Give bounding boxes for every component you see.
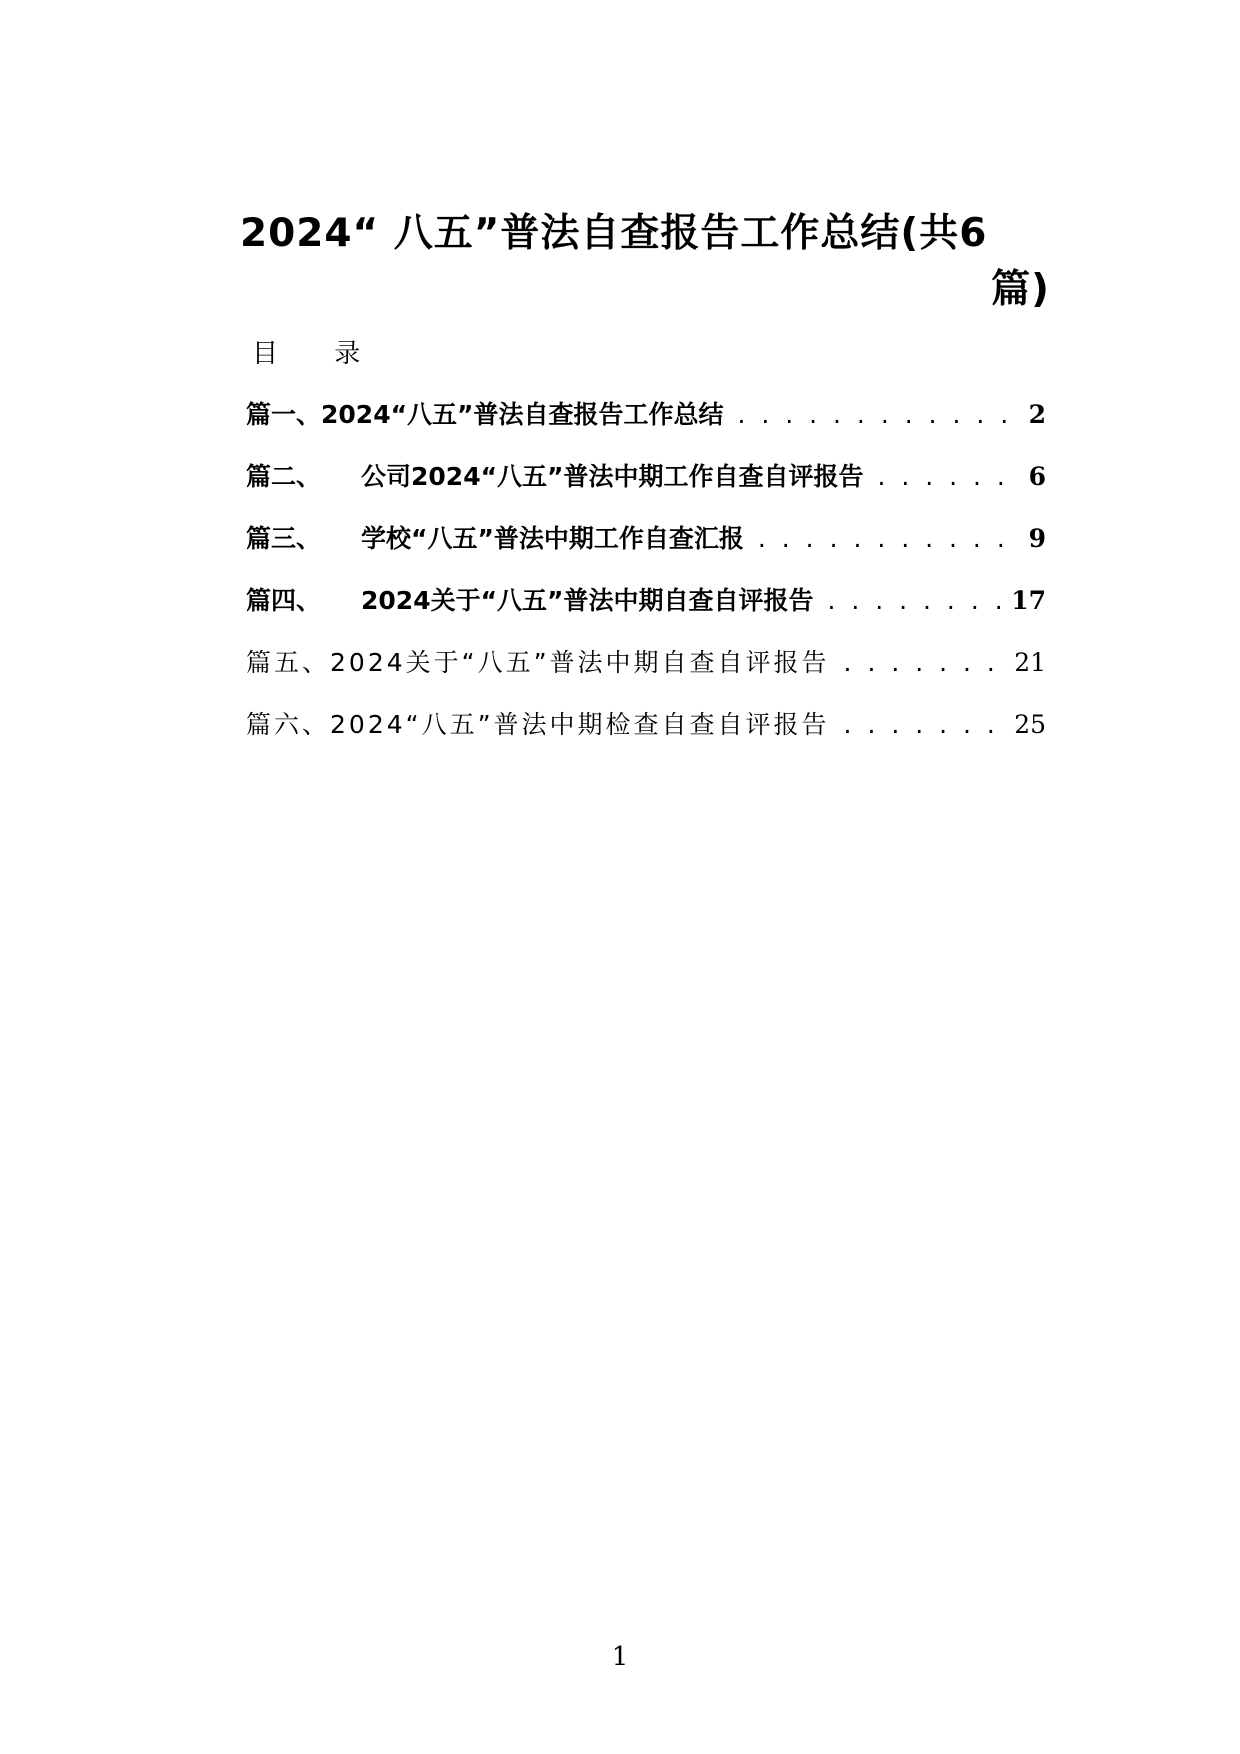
toc-entry-4[interactable] bbox=[246, 581, 1046, 643]
document-title-line2: 篇) bbox=[991, 267, 1050, 313]
toc-entry-title: 2024关于“八五”普法中期自查自评报告 bbox=[330, 648, 830, 677]
toc-entry-title: 2024“八五”普法自查报告工作总结 bbox=[321, 400, 724, 429]
toc-entry-1[interactable] bbox=[246, 395, 1046, 457]
toc-heading: 目 录 bbox=[252, 339, 385, 369]
page-number: 1 bbox=[611, 1642, 629, 1672]
toc-dot-leader bbox=[863, 462, 1022, 491]
toc-dot-leader bbox=[830, 710, 1009, 739]
toc-entry-page: 6 bbox=[1028, 462, 1046, 491]
toc-entry-page: 17 bbox=[1011, 586, 1046, 615]
toc-entry-title: 学校“八五”普法中期工作自查汇报 bbox=[361, 524, 744, 553]
toc-dot-leader bbox=[723, 400, 1022, 429]
toc-entry-prefix: 篇一、 bbox=[246, 400, 322, 429]
toc-entry-page: 21 bbox=[1014, 648, 1046, 677]
toc-entry-3[interactable] bbox=[246, 519, 1046, 581]
toc-entry-page: 25 bbox=[1014, 710, 1046, 739]
toc-entry-page: 2 bbox=[1028, 400, 1046, 429]
toc-entry-page: 9 bbox=[1028, 524, 1046, 553]
toc-dot-leader bbox=[744, 524, 1023, 553]
toc-dot-leader bbox=[830, 648, 1009, 677]
toc-entry-prefix: 篇四、 bbox=[246, 586, 322, 615]
toc-entry-title: 2024关于“八五”普法中期自查自评报告 bbox=[361, 586, 814, 615]
document-title-line1: 2024“ 八五”普法自查报告工作总结(共6 bbox=[240, 211, 988, 257]
toc-entry-6[interactable] bbox=[246, 705, 1046, 767]
toc-entry-prefix: 篇二、 bbox=[246, 462, 322, 491]
toc-entry-5[interactable] bbox=[246, 643, 1046, 705]
toc-entry-prefix: 篇五、 bbox=[246, 648, 331, 677]
table-of-contents bbox=[246, 395, 1046, 767]
toc-entry-title: 2024“八五”普法中期检查自查自评报告 bbox=[330, 710, 830, 739]
toc-entry-2[interactable] bbox=[246, 457, 1046, 519]
toc-entry-prefix: 篇六、 bbox=[246, 710, 331, 739]
document-title bbox=[240, 206, 1060, 318]
toc-entry-title: 公司2024“八五”普法中期工作自查自评报告 bbox=[361, 462, 864, 491]
toc-dot-leader bbox=[813, 586, 1005, 615]
toc-entry-prefix: 篇三、 bbox=[246, 524, 322, 553]
